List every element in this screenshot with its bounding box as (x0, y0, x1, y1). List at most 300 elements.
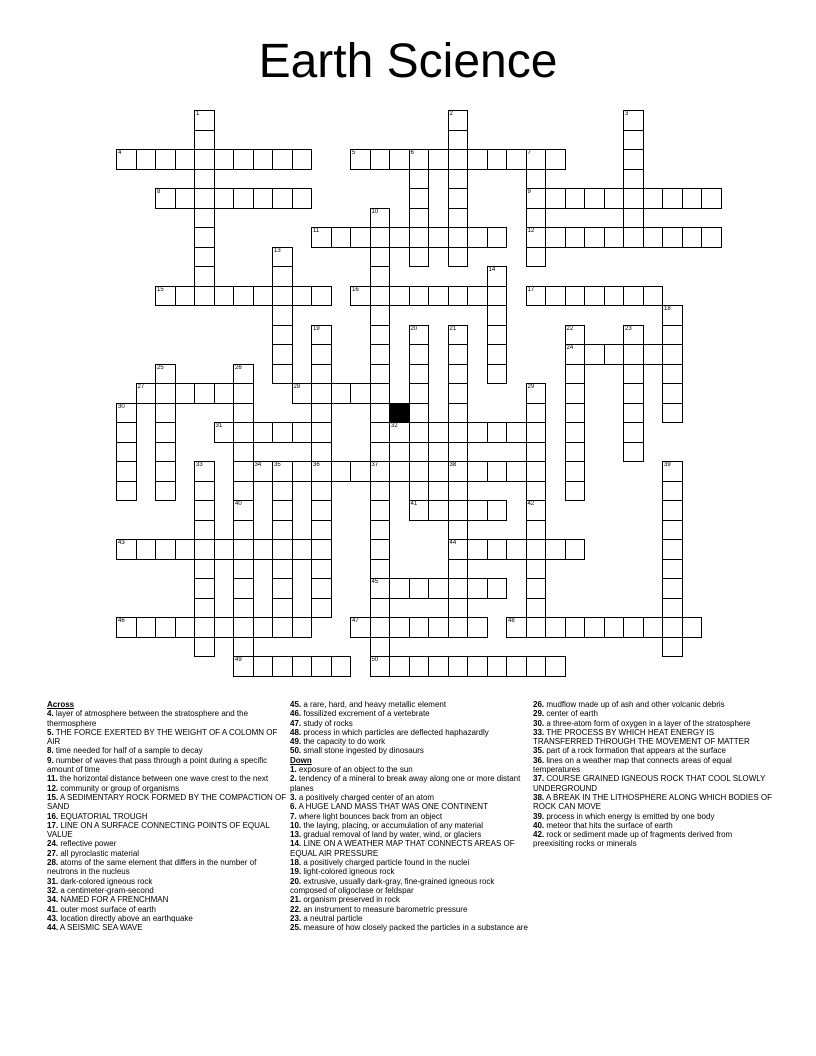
grid-cell[interactable] (116, 461, 137, 482)
grid-cell[interactable] (136, 149, 157, 170)
grid-cell[interactable] (311, 227, 332, 248)
grid-cell[interactable] (565, 325, 586, 346)
grid-cell[interactable] (272, 286, 293, 307)
grid-cell[interactable] (409, 325, 430, 346)
grid-cell[interactable] (370, 637, 391, 658)
grid-cell[interactable] (409, 188, 430, 209)
grid-cell[interactable] (233, 442, 254, 463)
grid-cell[interactable] (370, 559, 391, 580)
grid-cell[interactable] (155, 403, 176, 424)
grid-cell[interactable] (253, 149, 274, 170)
grid-cell[interactable] (194, 578, 215, 599)
grid-cell[interactable] (194, 500, 215, 521)
grid-cell[interactable] (233, 403, 254, 424)
grid-cell[interactable] (311, 364, 332, 385)
grid-cell[interactable] (448, 188, 469, 209)
grid-cell[interactable] (272, 364, 293, 385)
grid-cell[interactable] (623, 110, 644, 131)
grid-cell[interactable] (214, 149, 235, 170)
grid-cell[interactable] (370, 227, 391, 248)
grid-cell[interactable] (292, 617, 313, 638)
grid-cell[interactable] (370, 403, 391, 424)
grid-cell[interactable] (701, 188, 722, 209)
grid-cell[interactable] (194, 617, 215, 638)
grid-cell[interactable] (623, 169, 644, 190)
grid-cell[interactable] (370, 461, 391, 482)
grid-cell[interactable] (448, 286, 469, 307)
grid-cell[interactable] (487, 656, 508, 677)
grid-cell[interactable] (389, 422, 410, 443)
grid-cell[interactable] (682, 617, 703, 638)
grid-cell[interactable] (409, 383, 430, 404)
grid-cell[interactable] (370, 598, 391, 619)
grid-cell[interactable] (448, 539, 469, 560)
grid-cell[interactable] (136, 539, 157, 560)
grid-cell[interactable] (253, 617, 274, 638)
grid-cell[interactable] (448, 500, 469, 521)
grid-cell[interactable] (272, 481, 293, 502)
grid-cell[interactable] (272, 247, 293, 268)
grid-cell[interactable] (311, 559, 332, 580)
grid-cell[interactable] (448, 656, 469, 677)
grid-cell[interactable] (389, 578, 410, 599)
grid-cell[interactable] (448, 110, 469, 131)
grid-cell[interactable] (311, 520, 332, 541)
grid-cell[interactable] (292, 383, 313, 404)
grid-cell[interactable] (623, 286, 644, 307)
grid-cell[interactable] (233, 188, 254, 209)
grid-cell[interactable] (272, 656, 293, 677)
grid-cell[interactable] (467, 617, 488, 638)
grid-cell[interactable] (116, 149, 137, 170)
grid-cell[interactable] (370, 481, 391, 502)
grid-cell[interactable] (448, 481, 469, 502)
grid-cell[interactable] (662, 539, 683, 560)
grid-cell[interactable] (409, 617, 430, 638)
grid-cell[interactable] (662, 598, 683, 619)
grid-cell[interactable] (272, 500, 293, 521)
grid-cell[interactable] (448, 344, 469, 365)
grid-cell[interactable] (350, 383, 371, 404)
grid-cell[interactable] (409, 247, 430, 268)
grid-cell[interactable] (214, 383, 235, 404)
grid-cell[interactable] (350, 149, 371, 170)
grid-cell[interactable] (409, 578, 430, 599)
grid-cell[interactable] (448, 383, 469, 404)
grid-cell[interactable] (409, 481, 430, 502)
grid-cell[interactable] (662, 188, 683, 209)
grid-cell[interactable] (506, 149, 527, 170)
grid-cell[interactable] (584, 188, 605, 209)
grid-cell[interactable] (214, 617, 235, 638)
grid-cell[interactable] (194, 637, 215, 658)
grid-cell[interactable] (292, 539, 313, 560)
grid-cell[interactable] (155, 442, 176, 463)
grid-cell[interactable] (487, 227, 508, 248)
grid-cell[interactable] (487, 422, 508, 443)
grid-cell[interactable] (584, 227, 605, 248)
grid-cell[interactable] (526, 598, 547, 619)
grid-cell[interactable] (428, 286, 449, 307)
grid-cell[interactable] (448, 559, 469, 580)
grid-cell[interactable] (526, 559, 547, 580)
grid-cell[interactable] (662, 305, 683, 326)
grid-cell[interactable] (467, 227, 488, 248)
grid-cell[interactable] (272, 266, 293, 287)
grid-cell[interactable] (526, 539, 547, 560)
grid-cell[interactable] (389, 461, 410, 482)
grid-cell[interactable] (526, 422, 547, 443)
grid-cell[interactable] (311, 403, 332, 424)
grid-cell[interactable] (467, 578, 488, 599)
grid-cell[interactable] (565, 344, 586, 365)
grid-cell[interactable] (545, 617, 566, 638)
grid-cell[interactable] (448, 442, 469, 463)
grid-cell[interactable] (370, 247, 391, 268)
grid-cell[interactable] (623, 130, 644, 151)
grid-cell[interactable] (233, 500, 254, 521)
grid-cell[interactable] (311, 656, 332, 677)
grid-cell[interactable] (565, 403, 586, 424)
grid-cell[interactable] (565, 539, 586, 560)
grid-cell[interactable] (194, 481, 215, 502)
grid-cell[interactable] (662, 227, 683, 248)
grid-cell[interactable] (545, 539, 566, 560)
grid-cell[interactable] (623, 403, 644, 424)
grid-cell[interactable] (194, 110, 215, 131)
grid-cell[interactable] (311, 325, 332, 346)
grid-cell[interactable] (311, 481, 332, 502)
grid-cell[interactable] (253, 539, 274, 560)
grid-cell[interactable] (506, 617, 527, 638)
grid-cell[interactable] (292, 461, 313, 482)
grid-cell[interactable] (194, 598, 215, 619)
grid-cell[interactable] (331, 383, 352, 404)
grid-cell[interactable] (214, 188, 235, 209)
grid-cell[interactable] (175, 149, 196, 170)
grid-cell[interactable] (487, 149, 508, 170)
grid-cell[interactable] (370, 442, 391, 463)
grid-cell[interactable] (370, 364, 391, 385)
grid-cell[interactable] (272, 461, 293, 482)
grid-cell[interactable] (311, 500, 332, 521)
grid-cell[interactable] (136, 617, 157, 638)
grid-cell[interactable] (526, 227, 547, 248)
grid-cell[interactable] (155, 481, 176, 502)
grid-cell[interactable] (272, 617, 293, 638)
grid-cell[interactable] (448, 227, 469, 248)
grid-cell[interactable] (409, 344, 430, 365)
grid-cell[interactable] (526, 188, 547, 209)
grid-cell[interactable] (233, 383, 254, 404)
grid-cell[interactable] (662, 559, 683, 580)
grid-cell[interactable] (155, 539, 176, 560)
grid-cell[interactable] (194, 559, 215, 580)
grid-cell[interactable] (292, 656, 313, 677)
grid-cell[interactable] (233, 656, 254, 677)
grid-cell[interactable] (409, 422, 430, 443)
grid-cell[interactable] (116, 617, 137, 638)
grid-cell[interactable] (389, 617, 410, 638)
grid-cell[interactable] (370, 149, 391, 170)
grid-cell[interactable] (272, 520, 293, 541)
grid-cell[interactable] (370, 325, 391, 346)
grid-cell[interactable] (604, 617, 625, 638)
grid-cell[interactable] (545, 227, 566, 248)
grid-cell[interactable] (311, 578, 332, 599)
grid-cell[interactable] (214, 539, 235, 560)
grid-cell[interactable] (233, 520, 254, 541)
grid-cell[interactable] (272, 305, 293, 326)
grid-cell[interactable] (526, 617, 547, 638)
grid-cell[interactable] (662, 617, 683, 638)
grid-cell[interactable] (545, 188, 566, 209)
grid-cell[interactable] (350, 461, 371, 482)
grid-cell[interactable] (233, 461, 254, 482)
grid-cell[interactable] (292, 422, 313, 443)
grid-cell[interactable] (175, 617, 196, 638)
grid-cell[interactable] (175, 286, 196, 307)
grid-cell[interactable] (662, 461, 683, 482)
grid-cell[interactable] (526, 442, 547, 463)
grid-cell[interactable] (155, 383, 176, 404)
grid-cell[interactable] (311, 442, 332, 463)
grid-cell[interactable] (370, 578, 391, 599)
grid-cell[interactable] (682, 188, 703, 209)
grid-cell[interactable] (643, 286, 664, 307)
grid-cell[interactable] (389, 286, 410, 307)
grid-cell[interactable] (233, 578, 254, 599)
grid-cell[interactable] (487, 461, 508, 482)
grid-cell[interactable] (448, 598, 469, 619)
grid-cell[interactable] (311, 598, 332, 619)
grid-cell[interactable] (487, 500, 508, 521)
grid-cell[interactable] (214, 422, 235, 443)
grid-cell[interactable] (233, 286, 254, 307)
grid-cell[interactable] (506, 656, 527, 677)
grid-cell[interactable] (487, 305, 508, 326)
grid-cell[interactable] (370, 520, 391, 541)
grid-cell[interactable] (467, 500, 488, 521)
grid-cell[interactable] (565, 617, 586, 638)
grid-cell[interactable] (350, 286, 371, 307)
grid-cell[interactable] (448, 520, 469, 541)
grid-cell[interactable] (194, 461, 215, 482)
grid-cell[interactable] (662, 325, 683, 346)
grid-cell[interactable] (253, 188, 274, 209)
grid-cell[interactable] (428, 422, 449, 443)
grid-cell[interactable] (311, 383, 332, 404)
grid-cell[interactable] (409, 149, 430, 170)
grid-cell[interactable] (448, 364, 469, 385)
grid-cell[interactable] (623, 383, 644, 404)
grid-cell[interactable] (233, 149, 254, 170)
grid-cell[interactable] (331, 227, 352, 248)
grid-cell[interactable] (311, 461, 332, 482)
grid-cell[interactable] (623, 227, 644, 248)
grid-cell[interactable] (409, 656, 430, 677)
grid-cell[interactable] (565, 461, 586, 482)
grid-cell[interactable] (272, 422, 293, 443)
grid-cell[interactable] (448, 422, 469, 443)
grid-cell[interactable] (448, 325, 469, 346)
grid-cell[interactable] (155, 286, 176, 307)
grid-cell[interactable] (194, 227, 215, 248)
grid-cell[interactable] (233, 637, 254, 658)
grid-cell[interactable] (526, 461, 547, 482)
grid-cell[interactable] (428, 500, 449, 521)
grid-cell[interactable] (565, 364, 586, 385)
grid-cell[interactable] (526, 208, 547, 229)
grid-cell[interactable] (487, 364, 508, 385)
grid-cell[interactable] (233, 617, 254, 638)
grid-cell[interactable] (155, 461, 176, 482)
grid-cell[interactable] (194, 169, 215, 190)
grid-cell[interactable] (604, 188, 625, 209)
grid-cell[interactable] (272, 344, 293, 365)
grid-cell[interactable] (409, 364, 430, 385)
grid-cell[interactable] (116, 442, 137, 463)
grid-cell[interactable] (409, 461, 430, 482)
grid-cell[interactable] (526, 169, 547, 190)
grid-cell[interactable] (409, 169, 430, 190)
grid-cell[interactable] (370, 286, 391, 307)
grid-cell[interactable] (467, 149, 488, 170)
grid-cell[interactable] (604, 286, 625, 307)
grid-cell[interactable] (545, 286, 566, 307)
grid-cell[interactable] (565, 286, 586, 307)
grid-cell[interactable] (194, 520, 215, 541)
grid-cell[interactable] (506, 461, 527, 482)
grid-cell[interactable] (370, 383, 391, 404)
grid-cell[interactable] (253, 286, 274, 307)
grid-cell[interactable] (370, 344, 391, 365)
grid-cell[interactable] (623, 188, 644, 209)
grid-cell[interactable] (565, 188, 586, 209)
grid-cell[interactable] (292, 286, 313, 307)
grid-cell[interactable] (526, 520, 547, 541)
grid-cell[interactable] (155, 149, 176, 170)
grid-cell[interactable] (487, 325, 508, 346)
grid-cell[interactable] (545, 149, 566, 170)
grid-cell[interactable] (623, 442, 644, 463)
grid-cell[interactable] (370, 539, 391, 560)
grid-cell[interactable] (370, 656, 391, 677)
grid-cell[interactable] (194, 149, 215, 170)
grid-cell[interactable] (565, 481, 586, 502)
grid-cell[interactable] (350, 227, 371, 248)
grid-cell[interactable] (409, 227, 430, 248)
grid-cell[interactable] (214, 286, 235, 307)
grid-cell[interactable] (350, 617, 371, 638)
grid-cell[interactable] (194, 130, 215, 151)
grid-cell[interactable] (662, 520, 683, 541)
grid-cell[interactable] (194, 188, 215, 209)
grid-cell[interactable] (253, 422, 274, 443)
grid-cell[interactable] (233, 364, 254, 385)
grid-cell[interactable] (448, 578, 469, 599)
grid-cell[interactable] (155, 422, 176, 443)
grid-cell[interactable] (428, 656, 449, 677)
grid-cell[interactable] (506, 422, 527, 443)
grid-cell[interactable] (623, 208, 644, 229)
grid-cell[interactable] (467, 286, 488, 307)
grid-cell[interactable] (272, 188, 293, 209)
grid-cell[interactable] (545, 656, 566, 677)
grid-cell[interactable] (487, 539, 508, 560)
grid-cell[interactable] (643, 617, 664, 638)
grid-cell[interactable] (487, 266, 508, 287)
grid-cell[interactable] (428, 227, 449, 248)
grid-cell[interactable] (370, 266, 391, 287)
grid-cell[interactable] (409, 286, 430, 307)
grid-cell[interactable] (389, 149, 410, 170)
grid-cell[interactable] (370, 617, 391, 638)
grid-cell[interactable] (604, 227, 625, 248)
grid-cell[interactable] (682, 227, 703, 248)
grid-cell[interactable] (526, 578, 547, 599)
grid-cell[interactable] (526, 383, 547, 404)
grid-cell[interactable] (272, 559, 293, 580)
grid-cell[interactable] (662, 500, 683, 521)
grid-cell[interactable] (448, 461, 469, 482)
grid-cell[interactable] (623, 364, 644, 385)
grid-cell[interactable] (448, 617, 469, 638)
grid-cell[interactable] (662, 481, 683, 502)
grid-cell[interactable] (175, 188, 196, 209)
grid-cell[interactable] (272, 325, 293, 346)
grid-cell[interactable] (370, 305, 391, 326)
grid-cell[interactable] (487, 578, 508, 599)
grid-cell[interactable] (448, 130, 469, 151)
grid-cell[interactable] (467, 422, 488, 443)
grid-cell[interactable] (604, 344, 625, 365)
grid-cell[interactable] (409, 403, 430, 424)
grid-cell[interactable] (565, 227, 586, 248)
grid-cell[interactable] (116, 481, 137, 502)
grid-cell[interactable] (116, 422, 137, 443)
grid-cell[interactable] (155, 364, 176, 385)
grid-cell[interactable] (233, 539, 254, 560)
grid-cell[interactable] (565, 442, 586, 463)
grid-cell[interactable] (448, 403, 469, 424)
grid-cell[interactable] (409, 208, 430, 229)
grid-cell[interactable] (253, 461, 274, 482)
grid-cell[interactable] (623, 149, 644, 170)
grid-cell[interactable] (370, 208, 391, 229)
grid-cell[interactable] (506, 539, 527, 560)
grid-cell[interactable] (428, 578, 449, 599)
grid-cell[interactable] (311, 286, 332, 307)
grid-cell[interactable] (643, 344, 664, 365)
grid-cell[interactable] (331, 461, 352, 482)
grid-cell[interactable] (272, 539, 293, 560)
grid-cell[interactable] (194, 539, 215, 560)
grid-cell[interactable] (584, 617, 605, 638)
grid-cell[interactable] (194, 286, 215, 307)
grid-cell[interactable] (467, 461, 488, 482)
grid-cell[interactable] (487, 344, 508, 365)
grid-cell[interactable] (643, 227, 664, 248)
grid-cell[interactable] (526, 247, 547, 268)
grid-cell[interactable] (389, 656, 410, 677)
grid-cell[interactable] (643, 188, 664, 209)
grid-cell[interactable] (584, 286, 605, 307)
grid-cell[interactable] (428, 149, 449, 170)
grid-cell[interactable] (623, 344, 644, 365)
grid-cell[interactable] (662, 364, 683, 385)
grid-cell[interactable] (428, 461, 449, 482)
